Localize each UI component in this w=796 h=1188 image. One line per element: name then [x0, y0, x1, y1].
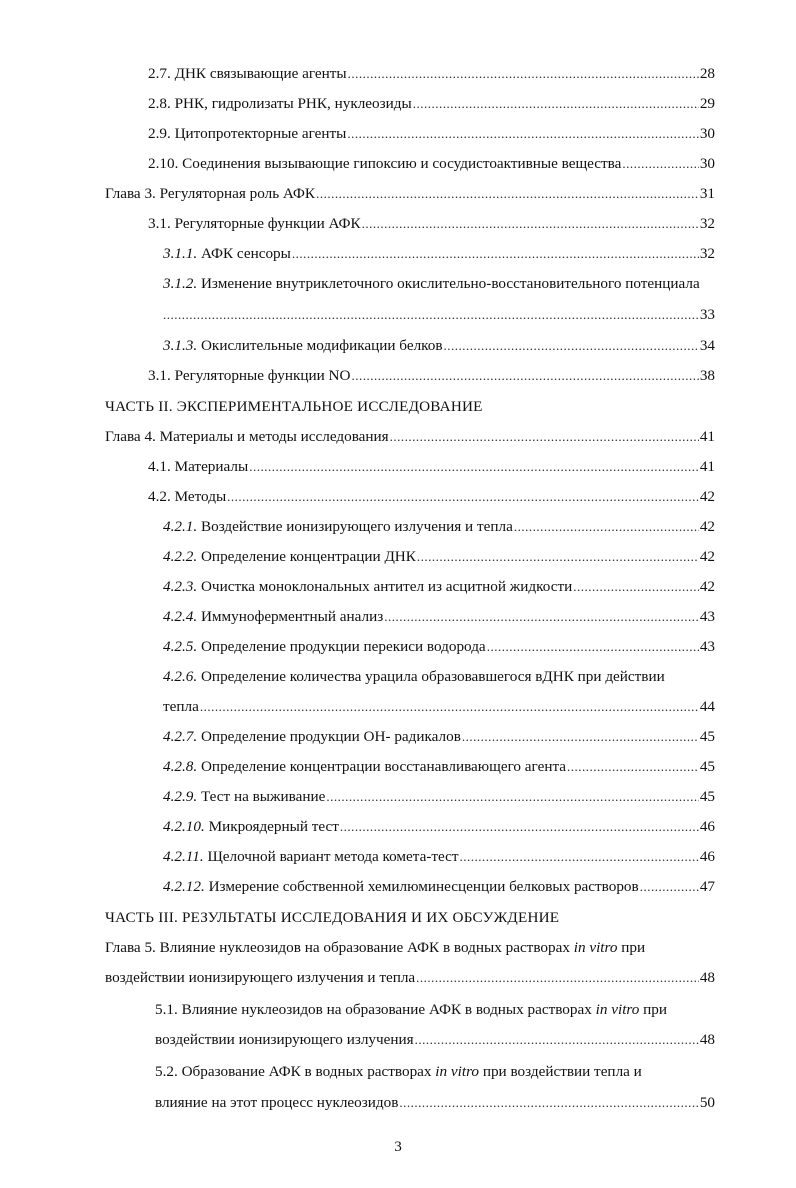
toc-entry-4-2[interactable] — [148, 487, 715, 507]
dot-leader — [573, 577, 699, 597]
page-number: 3 — [394, 1138, 402, 1155]
toc-entry-4-1[interactable] — [148, 457, 715, 477]
toc-entry-page: 38 — [699, 367, 715, 384]
toc-entry-number: 3.1.1. — [163, 245, 198, 262]
dot-leader — [514, 517, 699, 537]
toc-entry-title: Щелочной вариант метода комета-тест — [207, 848, 459, 865]
toc-entry-number: 4.2.12. — [163, 878, 205, 895]
toc-entry-page: 47 — [699, 878, 715, 895]
toc-entry-title: Измерение собственной хемилюминесценции белковых растворов — [208, 878, 639, 895]
toc-entry-title-cont: влияние на этот процесс нуклеозидов — [155, 1094, 399, 1111]
dot-leader — [622, 154, 698, 174]
toc-entry-title: Микроядерный тест — [208, 818, 339, 835]
toc-entry-title: Окислительные модификации белков — [200, 337, 443, 354]
toc-entry-4-2-4[interactable] — [163, 607, 715, 627]
toc-entry-page: 46 — [699, 848, 715, 865]
dot-leader — [347, 124, 698, 144]
toc-entry-title: Иммуноферментный анализ — [200, 608, 384, 625]
toc-entry-page: 30 — [699, 155, 715, 172]
toc-entry-title: Определение продукции ОН- радикалов — [200, 728, 461, 745]
toc-entry-latin: in vitro — [573, 939, 618, 956]
toc-entry-number: 4.2.4. — [163, 608, 198, 625]
toc-entry-4-2-6-line2[interactable] — [163, 697, 715, 717]
dot-leader — [316, 184, 699, 204]
toc-entry-title: Очистка моноклональных антител из асцитной жидкости — [200, 578, 573, 595]
toc-entry-4-2-11[interactable] — [163, 847, 715, 867]
toc-entry-5-1-line1[interactable] — [155, 1000, 667, 1020]
toc-entry-2-10[interactable] — [148, 154, 715, 174]
toc-entry-2-8[interactable] — [148, 94, 715, 114]
toc-entry-title: Определение концентрации ДНК — [200, 548, 416, 565]
toc-entry-title: Изменение внутриклеточного окислительно-восстановительного потенциала — [200, 275, 700, 292]
toc-entry-latin: in vitro — [435, 1063, 480, 1080]
toc-entry-page: 34 — [699, 337, 715, 354]
toc-entry-page: 28 — [699, 65, 715, 82]
toc-entry-page: 48 — [699, 969, 715, 986]
toc-entry-4-2-12[interactable] — [163, 877, 715, 897]
dot-leader — [200, 697, 699, 717]
toc-entry-number: 4.2.2. — [163, 548, 198, 565]
toc-entry-title: Глава 4. Материалы и методы исследования — [105, 428, 389, 445]
toc-entry-page: 48 — [699, 1031, 715, 1048]
toc-entry-page: 41 — [699, 428, 715, 445]
toc-entry-title: 2.10. Соединения вызывающие гипоксию и сосудистоактивные вещества — [148, 155, 622, 172]
dot-leader — [384, 607, 699, 627]
toc-entry-page: 45 — [699, 758, 715, 775]
toc-entry-page: 43 — [699, 638, 715, 655]
toc-entry-number: 4.2.9. — [163, 788, 198, 805]
toc-chapter-3[interactable] — [105, 184, 715, 204]
toc-entry-page: 32 — [699, 245, 715, 262]
dot-leader — [390, 427, 699, 447]
dot-leader — [444, 336, 699, 356]
toc-entry-title: 2.9. Цитопротекторные агенты — [148, 125, 347, 142]
toc-entry-page: 42 — [699, 548, 715, 565]
dot-leader — [227, 487, 699, 507]
toc-entry-3-1-1[interactable] — [163, 244, 715, 264]
toc-entry-number: 4.2.3. — [163, 578, 198, 595]
toc-entry-3-1-3[interactable] — [163, 336, 715, 356]
dot-leader — [348, 64, 699, 84]
toc-entry-title-tail: при воздействии тепла и — [482, 1063, 642, 1080]
toc-entry-4-2-8[interactable] — [163, 757, 715, 777]
toc-entry-page: 50 — [699, 1094, 715, 1111]
toc-entry-page: 33 — [699, 306, 715, 323]
toc-entry-4-2-5[interactable] — [163, 637, 715, 657]
toc-entry-number: 4.2.1. — [163, 518, 198, 535]
dot-leader — [326, 787, 698, 807]
toc-entry-title: 2.8. РНК, гидролизаты РНК, нуклеозиды — [148, 95, 412, 112]
toc-entry-title: Глава 5. Влияние нуклеозидов на образование АФК в водных растворах — [105, 939, 570, 956]
toc-entry-page: 42 — [699, 518, 715, 535]
toc-entry-5-1-line2[interactable] — [155, 1030, 715, 1050]
toc-entry-page: 31 — [699, 185, 715, 202]
toc-entry-title: 4.2. Методы — [148, 488, 227, 505]
toc-entry-title-cont: воздействии ионизирующего излучения и тепла — [105, 969, 416, 986]
toc-entry-page: 30 — [699, 125, 715, 142]
toc-entry-page: 43 — [699, 608, 715, 625]
dot-leader — [413, 94, 699, 114]
toc-entry-title: Глава 3. Регуляторная роль АФК — [105, 185, 316, 202]
toc-entry-page: 45 — [699, 728, 715, 745]
toc-entry-title-tail: при — [643, 1001, 668, 1018]
toc-entry-4-2-3[interactable] — [163, 577, 715, 597]
toc-entry-page: 29 — [699, 95, 715, 112]
toc-entry-4-2-6-line1[interactable] — [163, 667, 665, 687]
toc-chapter-5-line1[interactable] — [105, 938, 645, 958]
dot-leader — [399, 1093, 698, 1113]
toc-entry-4-2-10[interactable] — [163, 817, 715, 837]
toc-entry-title: 4.1. Материалы — [148, 458, 249, 475]
toc-entry-title: Определение продукции перекиси водорода — [200, 638, 486, 655]
dot-leader — [163, 305, 699, 325]
toc-entry-page: 32 — [699, 215, 715, 232]
toc-entry-3-1[interactable] — [148, 214, 715, 234]
toc-entry-number: 3.1.2. — [163, 275, 198, 292]
toc-entry-3-1-no[interactable] — [148, 366, 715, 386]
toc-entry-page: 46 — [699, 818, 715, 835]
toc-entry-5-2-line2[interactable] — [155, 1093, 715, 1113]
toc-entry-number: 4.2.7. — [163, 728, 198, 745]
toc-entry-title: Определение концентрации восстанавливающего агента — [200, 758, 567, 775]
dot-leader — [415, 1030, 699, 1050]
toc-entry-title-tail: при — [621, 939, 646, 956]
toc-part-3[interactable]: ЧАСТЬ III. РЕЗУЛЬТАТЫ ИССЛЕДОВАНИЯ И ИХ ОБСУЖДЕНИЕ — [105, 909, 560, 926]
toc-entry-number: 3.1.3. — [163, 337, 198, 354]
toc-chapter-4[interactable] — [105, 427, 715, 447]
toc-entry-number: 4.2.5. — [163, 638, 198, 655]
toc-entry-title: АФК сенсоры — [200, 245, 291, 262]
toc-entry-number: 4.2.11. — [163, 848, 204, 865]
dot-leader — [249, 457, 699, 477]
toc-entry-2-7[interactable] — [148, 64, 715, 84]
toc-chapter-5-line2[interactable] — [105, 968, 715, 988]
dot-leader — [487, 637, 699, 657]
toc-entry-title: 5.2. Образование АФК в водных растворах — [155, 1063, 432, 1080]
toc-entry-page: 41 — [699, 458, 715, 475]
dot-leader — [417, 547, 699, 567]
toc-entry-title: 3.1. Регуляторные функции NO — [148, 367, 351, 384]
toc-entry-3-1-2-line2[interactable] — [163, 305, 715, 325]
toc-part-2[interactable]: ЧАСТЬ II. ЭКСПЕРИМЕНТАЛЬНОЕ ИССЛЕДОВАНИЕ — [105, 398, 483, 415]
toc-entry-title-cont: тепла — [163, 698, 199, 715]
dot-leader — [292, 244, 699, 264]
dot-leader — [640, 877, 699, 897]
toc-entry-latin: in vitro — [595, 1001, 640, 1018]
toc-entry-page: 42 — [699, 578, 715, 595]
dot-leader — [362, 214, 699, 234]
dot-leader — [351, 366, 698, 386]
toc-entry-4-2-7[interactable] — [163, 727, 715, 747]
toc-entry-page: 42 — [699, 488, 715, 505]
toc-entry-number: 4.2.8. — [163, 758, 198, 775]
dot-leader — [567, 757, 699, 777]
toc-entry-2-9[interactable] — [148, 124, 715, 144]
toc-entry-page: 45 — [699, 788, 715, 805]
toc-entry-title-cont: воздействии ионизирующего излучения — [155, 1031, 414, 1048]
toc-entry-page: 44 — [699, 698, 715, 715]
toc-entry-title: 3.1. Регуляторные функции АФК — [148, 215, 361, 232]
toc-entry-4-2-1[interactable] — [163, 517, 715, 537]
toc-entry-number: 4.2.6. — [163, 668, 198, 685]
dot-leader — [416, 968, 699, 988]
dot-leader — [340, 817, 699, 837]
toc-entry-title: 2.7. ДНК связывающие агенты — [148, 65, 347, 82]
toc-entry-number: 4.2.10. — [163, 818, 205, 835]
toc-entry-4-2-2[interactable] — [163, 547, 715, 567]
toc-entry-title: Тест на выживание — [200, 788, 326, 805]
toc-entry-3-1-2-line1[interactable] — [163, 274, 700, 294]
dot-leader — [460, 847, 699, 867]
toc-entry-4-2-9[interactable] — [163, 787, 715, 807]
toc-entry-5-2-line1[interactable] — [155, 1062, 642, 1082]
toc-entry-title: Воздействие ионизирующего излучения и тепла — [200, 518, 513, 535]
dot-leader — [462, 727, 699, 747]
toc-entry-title: Определение количества урацила образовавшегося вДНК при действии — [200, 668, 665, 685]
toc-entry-title: 5.1. Влияние нуклеозидов на образование АФК в водных растворах — [155, 1001, 592, 1018]
